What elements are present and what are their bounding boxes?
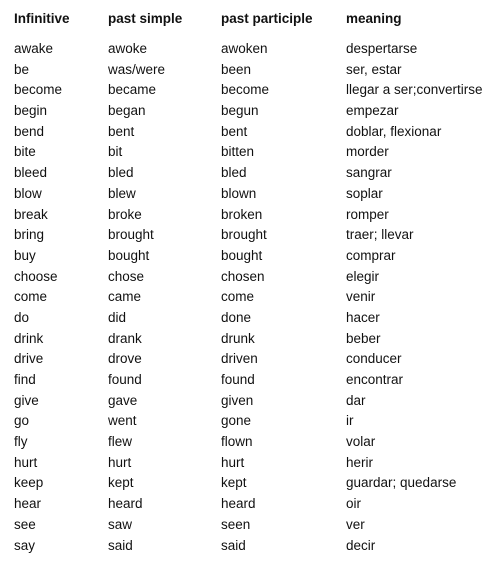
cell-past-participle: given	[221, 392, 254, 408]
cell-past-simple: bit	[108, 144, 123, 160]
cell-past-simple: became	[108, 82, 157, 98]
cell-past-simple: said	[108, 537, 133, 553]
cell-past-simple: began	[108, 103, 146, 119]
cell-past-participle: kept	[221, 475, 247, 491]
cell-infinitive: say	[14, 537, 36, 553]
table-row	[0, 330, 497, 351]
cell-past-simple: broke	[108, 206, 142, 222]
cell-meaning: herir	[346, 454, 374, 470]
table-header	[0, 11, 497, 31]
cell-past-participle: driven	[221, 351, 258, 367]
cell-past-simple: came	[108, 289, 142, 305]
cell-past-simple: was/were	[108, 61, 166, 77]
cell-past-participle: begun	[221, 103, 259, 119]
cell-past-participle: chosen	[221, 268, 265, 284]
cell-meaning: dar	[346, 392, 366, 408]
table-row	[0, 495, 497, 516]
cell-meaning: hacer	[346, 309, 380, 325]
header-past-simple: past simple	[108, 11, 183, 26]
cell-infinitive: bend	[14, 123, 45, 139]
cell-infinitive: hurt	[14, 454, 38, 470]
cell-infinitive: go	[14, 413, 30, 429]
cell-infinitive: fly	[14, 434, 28, 450]
cell-past-simple: heard	[108, 496, 143, 512]
cell-meaning: elegir	[346, 268, 380, 284]
cell-meaning: despertarse	[346, 41, 418, 56]
cell-meaning: empezar	[346, 103, 399, 119]
table-row	[0, 143, 497, 164]
cell-meaning: ir	[346, 413, 354, 429]
cell-meaning: traer; llevar	[346, 227, 414, 243]
cell-past-simple: flew	[108, 434, 133, 450]
table-row	[0, 247, 497, 268]
cell-infinitive: bring	[14, 227, 45, 243]
table-row	[0, 123, 497, 144]
cell-past-simple: drove	[108, 351, 142, 367]
cell-infinitive: awake	[14, 41, 54, 56]
cell-infinitive: buy	[14, 247, 36, 263]
cell-infinitive: choose	[14, 268, 58, 284]
cell-meaning: llegar a ser;convertirse	[346, 82, 483, 98]
cell-past-participle: drunk	[221, 330, 255, 346]
cell-infinitive: give	[14, 392, 39, 408]
cell-meaning: venir	[346, 289, 376, 305]
cell-past-simple: bled	[108, 165, 134, 181]
cell-infinitive: come	[14, 289, 48, 305]
table-row	[0, 268, 497, 289]
cell-past-participle: bent	[221, 123, 248, 139]
header-past-participle: past participle	[221, 11, 313, 26]
cell-past-participle: bled	[221, 165, 247, 181]
cell-meaning: ser, estar	[346, 61, 402, 77]
cell-past-simple: bent	[108, 123, 135, 139]
cell-past-simple: brought	[108, 227, 154, 243]
table-row	[0, 537, 497, 558]
cell-meaning: volar	[346, 434, 376, 450]
cell-past-simple: found	[108, 372, 142, 387]
cell-meaning: encontrar	[346, 372, 404, 387]
table-row	[0, 474, 497, 495]
cell-meaning: romper	[346, 206, 389, 222]
cell-past-simple: went	[108, 413, 137, 429]
cell-past-simple: blew	[108, 185, 136, 201]
cell-meaning: ver	[346, 516, 365, 532]
cell-past-simple: awoke	[108, 41, 148, 56]
cell-meaning: guardar; quedarse	[346, 475, 457, 491]
cell-infinitive: blow	[14, 185, 42, 201]
cell-past-participle: been	[221, 61, 252, 77]
cell-infinitive: find	[14, 372, 36, 387]
cell-meaning: conducer	[346, 351, 402, 367]
cell-past-participle: seen	[221, 516, 251, 532]
cell-past-simple: drank	[108, 330, 142, 346]
cell-past-participle: done	[221, 309, 252, 325]
cell-past-participle: hurt	[221, 454, 245, 470]
table-row	[0, 288, 497, 309]
cell-meaning: comprar	[346, 247, 396, 263]
cell-infinitive: begin	[14, 103, 48, 119]
cell-past-participle: come	[221, 289, 255, 305]
cell-meaning: soplar	[346, 185, 383, 201]
cell-past-participle: said	[221, 537, 246, 553]
cell-past-simple: gave	[108, 392, 138, 408]
cell-infinitive: do	[14, 309, 30, 325]
table-row	[0, 392, 497, 413]
table-body	[0, 40, 497, 557]
cell-infinitive: hear	[14, 496, 42, 512]
cell-past-simple: saw	[108, 516, 133, 532]
cell-past-simple: kept	[108, 475, 134, 491]
table-row	[0, 81, 497, 102]
table-row	[0, 206, 497, 227]
cell-infinitive: drive	[14, 351, 44, 367]
cell-past-participle: brought	[221, 227, 267, 243]
cell-past-participle: flown	[221, 434, 253, 450]
cell-meaning: doblar, flexionar	[346, 123, 442, 139]
cell-meaning: beber	[346, 330, 381, 346]
cell-past-participle: awoken	[221, 41, 268, 56]
cell-infinitive: bleed	[14, 165, 48, 181]
table-row	[0, 61, 497, 82]
cell-past-participle: heard	[221, 496, 256, 512]
table-row	[0, 454, 497, 475]
cell-infinitive: bite	[14, 144, 36, 160]
header-infinitive: Infinitive	[14, 11, 70, 26]
cell-past-participle: broken	[221, 206, 263, 222]
cell-past-participle: blown	[221, 185, 257, 201]
cell-infinitive: see	[14, 516, 36, 532]
cell-past-simple: chose	[108, 268, 145, 284]
cell-infinitive: keep	[14, 475, 44, 491]
cell-past-simple: bought	[108, 247, 150, 263]
cell-infinitive: become	[14, 82, 63, 98]
table-row	[0, 40, 497, 61]
table-row	[0, 371, 497, 392]
cell-past-simple: hurt	[108, 454, 132, 470]
cell-past-simple: did	[108, 309, 127, 325]
cell-infinitive: break	[14, 206, 48, 222]
table-row	[0, 102, 497, 123]
table-row	[0, 164, 497, 185]
table-row	[0, 350, 497, 371]
cell-meaning: sangrar	[346, 165, 392, 181]
cell-meaning: morder	[346, 144, 389, 160]
table-row	[0, 185, 497, 206]
table-row	[0, 226, 497, 247]
cell-infinitive: be	[14, 61, 30, 77]
table-row	[0, 433, 497, 454]
header-meaning: meaning	[346, 11, 402, 26]
cell-infinitive: drink	[14, 330, 44, 346]
cell-past-participle: bought	[221, 247, 263, 263]
table-row	[0, 309, 497, 330]
cell-meaning: oir	[346, 496, 362, 512]
cell-past-participle: become	[221, 82, 270, 98]
cell-past-participle: found	[221, 372, 255, 387]
cell-past-participle: bitten	[221, 144, 255, 160]
table-row	[0, 516, 497, 537]
cell-meaning: decir	[346, 537, 376, 553]
cell-past-participle: gone	[221, 413, 252, 429]
table-row	[0, 412, 497, 433]
